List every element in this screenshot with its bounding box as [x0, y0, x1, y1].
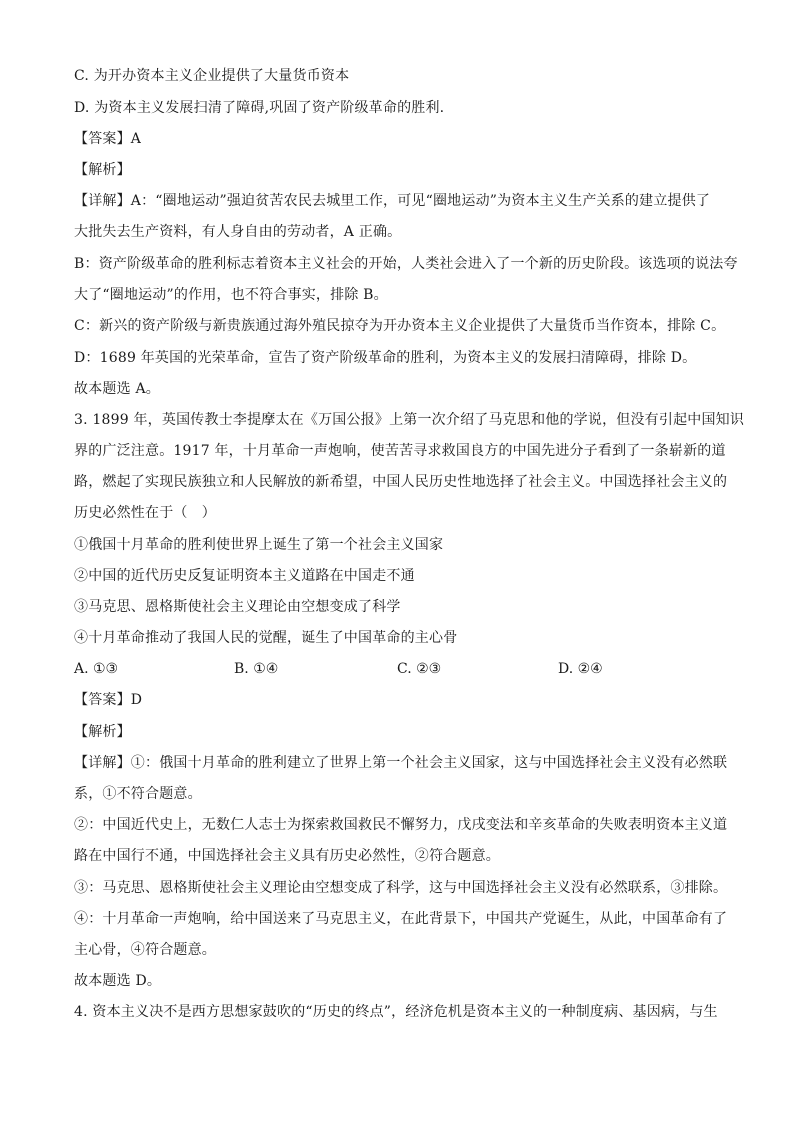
- question-3-text: 界的广泛注意。1917 年，十月革命一声炮响，使苦苦寻求救国良方的中国先进分子看到了一条崭新的道: [74, 443, 726, 459]
- detail-line: C：新兴的资产阶级与新贵族通过海外殖民掠夺为开办资本主义企业提供了大量货币当作资本，排除 C。: [74, 318, 726, 334]
- option-b: B. ①④: [234, 661, 279, 677]
- answer-label: 【答案】D: [74, 692, 143, 708]
- option-a: A. ①③: [74, 661, 119, 677]
- question-3-text: 历史必然性在于（ ）: [74, 505, 216, 521]
- question-3-text: 3. 1899 年，英国传教士李提摩太在《万国公报》上第一次介绍了马克思和他的学说，但没有引起中国知识: [74, 412, 745, 428]
- question-3-text: 路，燃起了实现民族独立和人民解放的新希望，中国人民历史性地选择了社会主义。中国选择社会主义的: [74, 474, 728, 490]
- detail-line: ③：马克思、恩格斯使社会主义理论由空想变成了科学，这与中国选择社会主义没有必然联系，③排除。: [74, 880, 728, 896]
- detail-line: B：资产阶级革命的胜利标志着资本主义社会的开始，人类社会进入了一个新的历史阶段。该选项的说法夸: [74, 256, 738, 272]
- conclusion-line: 故本题选 D。: [74, 973, 162, 989]
- statement-4: ④十月革命推动了我国人民的觉醒，诞生了中国革命的主心骨: [74, 630, 458, 646]
- option-c: C. ②③: [397, 661, 442, 677]
- detail-line: 系，①不符合题意。: [74, 786, 202, 802]
- detail-line: 主心骨，④符合题意。: [74, 942, 216, 958]
- option-d: D. ②④: [558, 661, 603, 677]
- detail-line: ④：十月革命一声炮响，给中国送来了马克思主义，在此背景下，中国共产党诞生，从此，中国革命有了: [74, 911, 728, 927]
- detail-line: ②：中国近代史上，无数仁人志士为探索救国救民不懈努力，戊戌变法和辛亥革命的失败表明资本主义道: [74, 817, 728, 833]
- detail-line: 【详解】A：“圈地运动”强迫贫苦农民去城里工作，可见“圈地运动”为资本主义生产关系的建立提供了: [74, 193, 711, 209]
- option-d-text: D. 为资本主义发展扫清了障碍,巩固了资产阶级革命的胜利.: [74, 100, 445, 116]
- question-4-text: 4. 资本主义决不是西方思想家鼓吹的“历史的终点”，经济危机是资本主义的一种制度病、基因病，与生: [74, 1004, 718, 1020]
- detail-line: 路在中国行不通，中国选择社会主义具有历史必然性，②符合题意。: [74, 848, 500, 864]
- detail-line: D：1689 年英国的光荣革命，宣告了资产阶级革命的胜利，为资本主义的发展扫清障碍，排除 D。: [74, 350, 697, 366]
- statement-1: ①俄国十月革命的胜利使世界上诞生了第一个社会主义国家: [74, 537, 444, 553]
- conclusion-line: 故本题选 A。: [74, 381, 160, 397]
- statement-3: ③马克思、恩格斯使社会主义理论由空想变成了科学: [74, 599, 401, 615]
- analysis-label: 【解析】: [74, 724, 131, 740]
- answer-label: 【答案】A: [74, 131, 142, 147]
- statement-2: ②中国的近代历史反复证明资本主义道路在中国走不通: [74, 568, 415, 584]
- detail-line: 大了“圈地运动”的作用，也不符合事实，排除 B。: [74, 287, 388, 303]
- detail-line: 【详解】①：俄国十月革命的胜利建立了世界上第一个社会主义国家，这与中国选择社会主义没有必然联: [74, 755, 728, 771]
- option-c-text: C. 为开办资本主义企业提供了大量货币资本: [74, 68, 350, 84]
- analysis-label: 【解析】: [74, 162, 131, 178]
- detail-line: 大批失去生产资料，有人身自由的劳动者，A 正确。: [74, 224, 402, 240]
